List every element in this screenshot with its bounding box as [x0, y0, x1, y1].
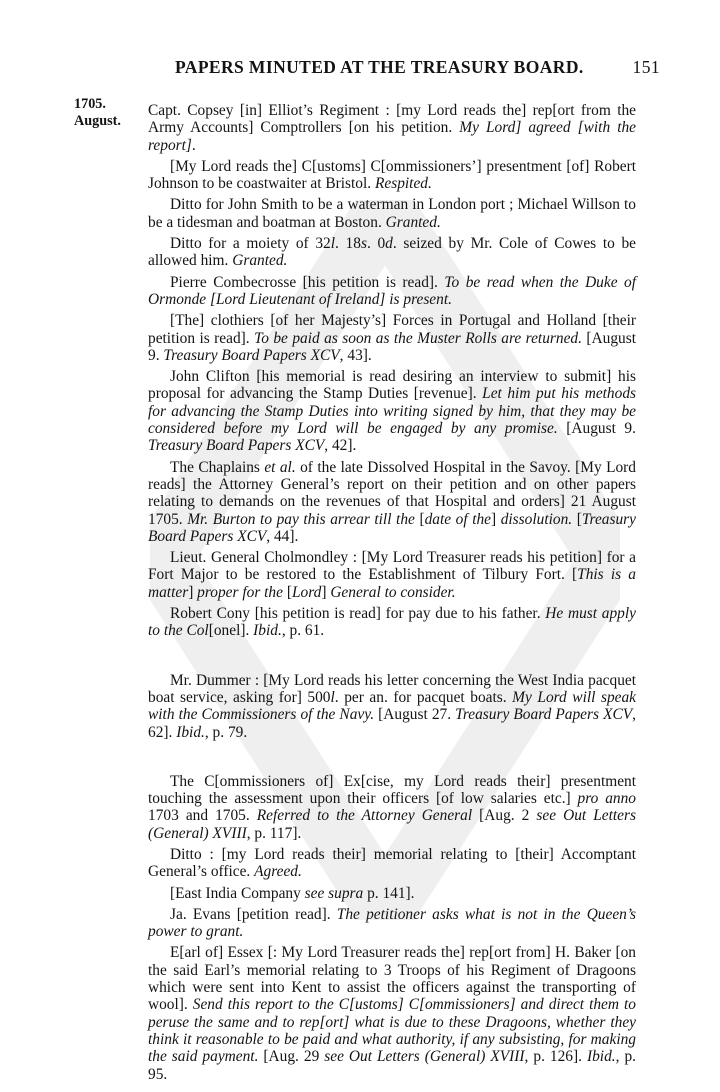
italic-text: Agreed. — [254, 863, 302, 881]
text-run: . 0 — [366, 235, 386, 253]
italic-text: Treasury Board Papers XCV — [148, 437, 325, 455]
text-run: ] — [321, 583, 331, 601]
text-run: , 43]. — [339, 346, 372, 364]
italic-text: Granted. — [385, 213, 441, 231]
text-run: E[arl of] Essex [: My Lord Treasurer reads the] rep[ort from] H. Baker [on the said Earl’s memorial relating to 3 Troops of his Regiment of Dragoons which were sent into Kent to assist the officers against the transporting of wool]. — [148, 944, 636, 1014]
italic-text: see Out Letters (General) XVIII — [148, 807, 636, 842]
header-title: PAPERS MINUTED AT THE TREASURY BOARD. — [175, 57, 584, 77]
text-run: [ — [414, 510, 425, 528]
text-run: . — [191, 136, 196, 154]
italic-text: et al. — [264, 458, 296, 476]
text-run: . 18 — [335, 235, 361, 253]
italic-text: Treasury Board Papers XCV — [455, 706, 633, 724]
italic-text: Treasury Board Papers XCV — [163, 346, 340, 364]
text-run: Pierre Combecrosse [his petition is read]. — [170, 273, 445, 291]
text-run: Ditto for a moiety of 32 — [170, 235, 331, 253]
text-run: [August 9. — [557, 420, 636, 438]
text-run: , 42]. — [324, 437, 357, 455]
italic-text: Let him put his methods for advancing the Stamp Duties into writing signed by him, that they may be considered before my Lord will be engaged by any promise. — [148, 385, 636, 438]
section-gap — [148, 745, 636, 773]
italic-text: pro anno — [577, 790, 636, 808]
text-run: Ditto : [my Lord reads their] memorial relating to [their] Accomptant General’s office. — [148, 845, 636, 881]
text-run: Capt. Copsey [in] Elliot’s Regiment : [my Lord reads the] rep[ort from the Army Accounts] Comptrollers [on his petition. — [148, 102, 636, 137]
italic-text: My Lord will speak with the Commissioners of the Navy. — [148, 688, 637, 724]
italic-text: My Lord] agreed [with the report] — [148, 119, 636, 154]
text-run: John Clifton [his memorial is read desiring an interview to submit] his proposal for advancing the Stamp Duties [revenue]. — [148, 368, 636, 403]
text-run: [Aug. 2 — [472, 807, 537, 825]
italic-text: Treasury Board Papers XCV — [148, 510, 636, 545]
italic-text: To be read when the Duke of Ormonde [Lord Lieutenant of Ireland] is present. — [148, 273, 636, 308]
minute-paragraph — [148, 459, 636, 545]
italic-text: Send this report to the C[ustoms] C[ommissioners] and direct them to peruse the same and to rep[ort] what is due to these Dragoons, whether they think it reasonable to be paid and what authority, if any subsisting, for making the said payment. — [148, 996, 636, 1066]
minute-paragraph — [148, 672, 636, 741]
text-run: Lieut. General Cholmondley : [My Lord Treasurer reads his petition] for a Fort Major to be restored to the Establishment of Tilbury Fort. [ — [148, 549, 636, 584]
text-run: Ditto for John Smith to be a waterman in London port ; Michael Willson to be a tidesman and boatman at Boston. — [148, 196, 636, 231]
text-run: , p. 79. — [204, 723, 248, 741]
minute-paragraph — [148, 906, 636, 941]
text-run: , 62]. — [148, 706, 637, 741]
text-run: The Chaplains — [170, 458, 265, 476]
italic-text: date of the — [424, 510, 491, 528]
text-run: [Aug. 29 — [258, 1048, 325, 1066]
text-run: [August 27. — [374, 706, 456, 724]
italic-text: s — [360, 235, 367, 253]
minute-paragraph — [148, 846, 636, 881]
page-number: 151 — [632, 57, 660, 77]
running-header — [175, 57, 660, 78]
minute-paragraph — [148, 102, 636, 154]
margin-month: August. — [74, 113, 121, 129]
italic-text: Mr. Burton to pay this arrear till the — [187, 510, 415, 528]
text-run: [My Lord reads the] C[ustoms] C[ommissioners’] presentment [of] Robert Johnson to be coastwaiter at Bristol. — [148, 157, 636, 193]
italic-text: see supra — [304, 884, 364, 902]
text-run: , p. 95. — [148, 1048, 636, 1083]
text-run: [onel]. — [208, 622, 254, 640]
italic-text: Ibid. — [253, 622, 282, 640]
text-run: of the late Dissolved Hospital in the Savoy. [My Lord reads] the Attorney General’s report on their petition and on other papers relating to demands on the revenues of that Hospital and orders] 21 August 1705. — [148, 458, 636, 528]
italic-text: The petitioner asks what is not in the Queen’s power to grant. — [148, 905, 636, 941]
italic-text: This is a matter — [148, 566, 636, 601]
italic-text: General to consider. — [330, 583, 456, 601]
document-body — [148, 102, 636, 1087]
text-run: [ — [282, 583, 292, 601]
italic-text: Respited. — [374, 175, 432, 193]
text-run: Robert Cony [his petition is read] for pay due to his father. — [170, 605, 546, 623]
text-run: The C[ommissioners of] Ex[cise, my Lord reads their] presentment touching the assessment upon their officers [of low salaries etc.] — [148, 772, 636, 808]
minute-paragraph — [148, 605, 636, 640]
italic-text: Granted. — [232, 252, 288, 270]
italic-text: l — [330, 235, 336, 253]
italic-text: dissolution. — [500, 510, 573, 528]
minute-paragraph — [148, 885, 636, 902]
text-run: 1703 and 1705. — [148, 807, 257, 825]
text-run: p. 141]. — [363, 884, 415, 902]
minute-paragraph — [148, 368, 636, 454]
text-run: [August 9. — [148, 329, 636, 364]
minute-paragraph — [148, 196, 636, 231]
italic-text: see Out Letters (General) XVIII — [324, 1048, 525, 1066]
text-run: , p. 126]. — [524, 1048, 587, 1066]
text-run: Ja. Evans [petition read]. — [170, 905, 337, 923]
text-run: , p. 117]. — [246, 824, 302, 842]
text-run: Mr. Dummer : [My Lord reads his letter concerning the West India pacquet boat service, asking for] 500 — [148, 671, 636, 706]
text-run: . per an. for pacquet boats. — [334, 688, 513, 706]
minute-paragraph — [148, 274, 636, 309]
text-run: ] — [491, 510, 501, 528]
minute-paragraph — [148, 773, 636, 842]
italic-text: Referred to the Attorney General — [256, 807, 473, 825]
italic-text: l — [330, 688, 335, 706]
text-run: . seized by Mr. Cole of Cowes to be allowed him. — [148, 235, 637, 270]
text-run: , 44]. — [266, 527, 299, 545]
text-run: [ — [572, 510, 582, 528]
text-run: [East India Company — [170, 884, 305, 902]
section-gap — [148, 644, 636, 672]
italic-text: Lord — [291, 583, 322, 601]
italic-text: Ibid. — [176, 723, 205, 741]
minute-paragraph — [148, 158, 636, 193]
text-run: ] — [188, 583, 198, 601]
minute-paragraph — [148, 312, 636, 364]
minute-paragraph — [148, 235, 636, 270]
italic-text: d — [385, 235, 393, 253]
italic-text: Ibid. — [586, 1048, 616, 1066]
minute-paragraph — [148, 944, 636, 1082]
italic-text: proper for the — [197, 583, 283, 601]
italic-text: He must apply to the Col — [148, 605, 636, 640]
italic-text: To be paid as soon as the Muster Rolls are returned. — [254, 329, 582, 347]
minute-paragraph — [148, 549, 636, 601]
text-run: [The] clothiers [of her Majesty’s] Forces in Portugal and Holland [their petition is read]. — [148, 312, 636, 347]
margin-year: 1705. — [74, 96, 106, 112]
text-run: , p. 61. — [281, 622, 325, 640]
